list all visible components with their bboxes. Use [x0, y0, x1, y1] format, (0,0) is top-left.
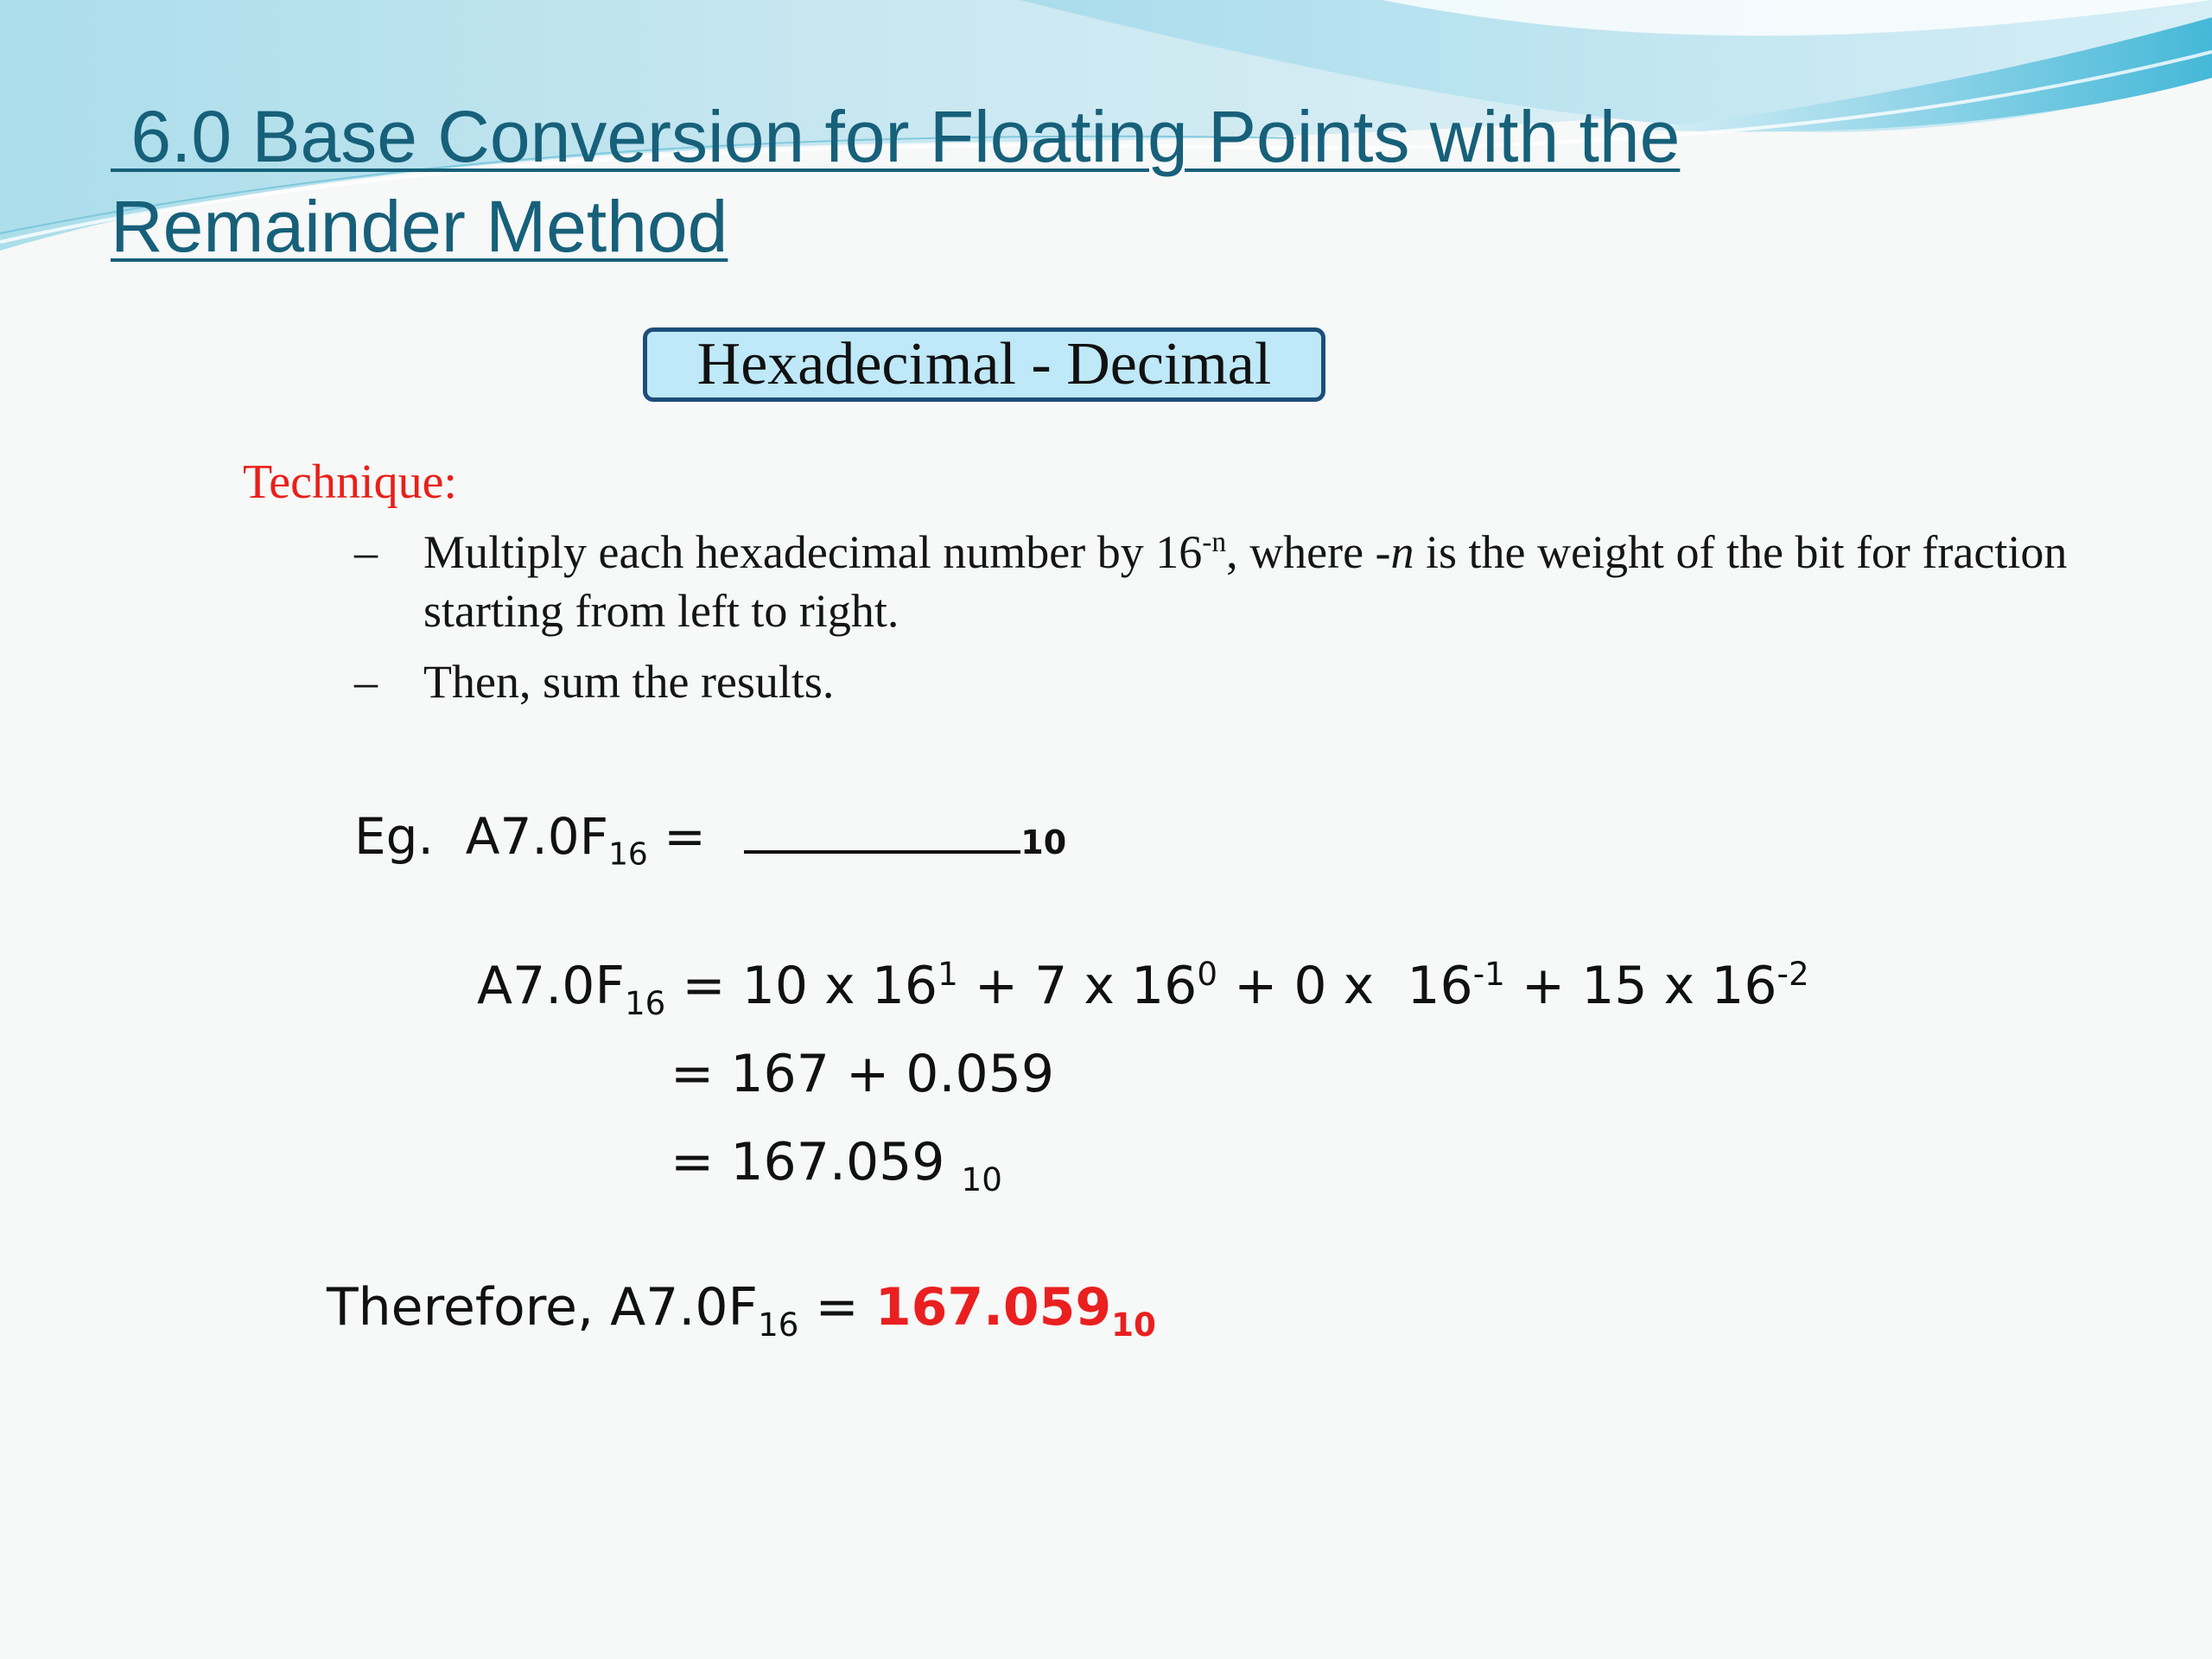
bullet-text: Multiply each hexadecimal number by 16	[423, 526, 1203, 578]
expansion-exponent: -2	[1777, 955, 1809, 993]
slide-title-line2: Remainder Method	[111, 186, 728, 267]
example-equals: =	[647, 807, 722, 866]
conclusion-equals: =	[798, 1277, 875, 1338]
bullet-dash: –	[354, 656, 378, 708]
technique-bullet-list	[346, 523, 2108, 723]
expansion-lhs-base: 16	[624, 984, 666, 1022]
conclusion-result	[874, 1277, 1156, 1344]
bullet-exponent: -n	[1202, 526, 1227, 558]
expansion-term: = 10 x 16	[665, 956, 938, 1016]
expansion-exponent: -1	[1472, 955, 1505, 993]
expansion-term: + 0 x 16	[1217, 956, 1473, 1016]
slide-title	[111, 92, 1839, 271]
slide-title-line1: 6.0 Base Conversion for Floating Points with the	[111, 96, 1681, 177]
conclusion-text: Therefore, A7.0F	[327, 1277, 759, 1338]
example-line	[354, 807, 1067, 873]
answer-blank	[744, 842, 1020, 854]
result-base: 10	[961, 1160, 1002, 1198]
bullet-dash: –	[354, 526, 378, 578]
conclusion-base: 16	[758, 1306, 799, 1344]
expansion-term: + 15 x 16	[1504, 956, 1777, 1016]
bullet-item	[346, 652, 2108, 711]
bullet-text: , where -	[1226, 526, 1391, 578]
conclusion-line	[327, 1277, 1156, 1344]
bullet-item	[346, 523, 2108, 640]
result-value: = 167.059	[671, 1132, 945, 1192]
result-line	[671, 1132, 1002, 1198]
bullet-text: is the weight of the bit for fraction starting from left to right.	[423, 526, 2068, 637]
expansion-line	[477, 955, 1809, 1022]
sum-line: = 167 + 0.059	[671, 1044, 1055, 1104]
expansion-term: + 7 x 16	[957, 956, 1198, 1016]
expansion-exponent: 1	[938, 955, 958, 993]
example-base: 16	[608, 836, 648, 873]
example-label: Eg. A7.0F	[354, 807, 609, 866]
bullet-text: Then, sum the results.	[423, 656, 835, 708]
conclusion-result-value: 167.059	[874, 1277, 1112, 1338]
expansion-lhs: A7.0F	[477, 956, 625, 1016]
section-subtitle-box: Hexadecimal - Decimal	[643, 327, 1325, 402]
answer-blank-base: 10	[1020, 823, 1067, 861]
bullet-variable: n	[1390, 526, 1414, 578]
expansion-exponent: 0	[1197, 955, 1218, 993]
conclusion-result-base: 10	[1111, 1306, 1156, 1344]
technique-label: Technique:	[243, 455, 457, 509]
